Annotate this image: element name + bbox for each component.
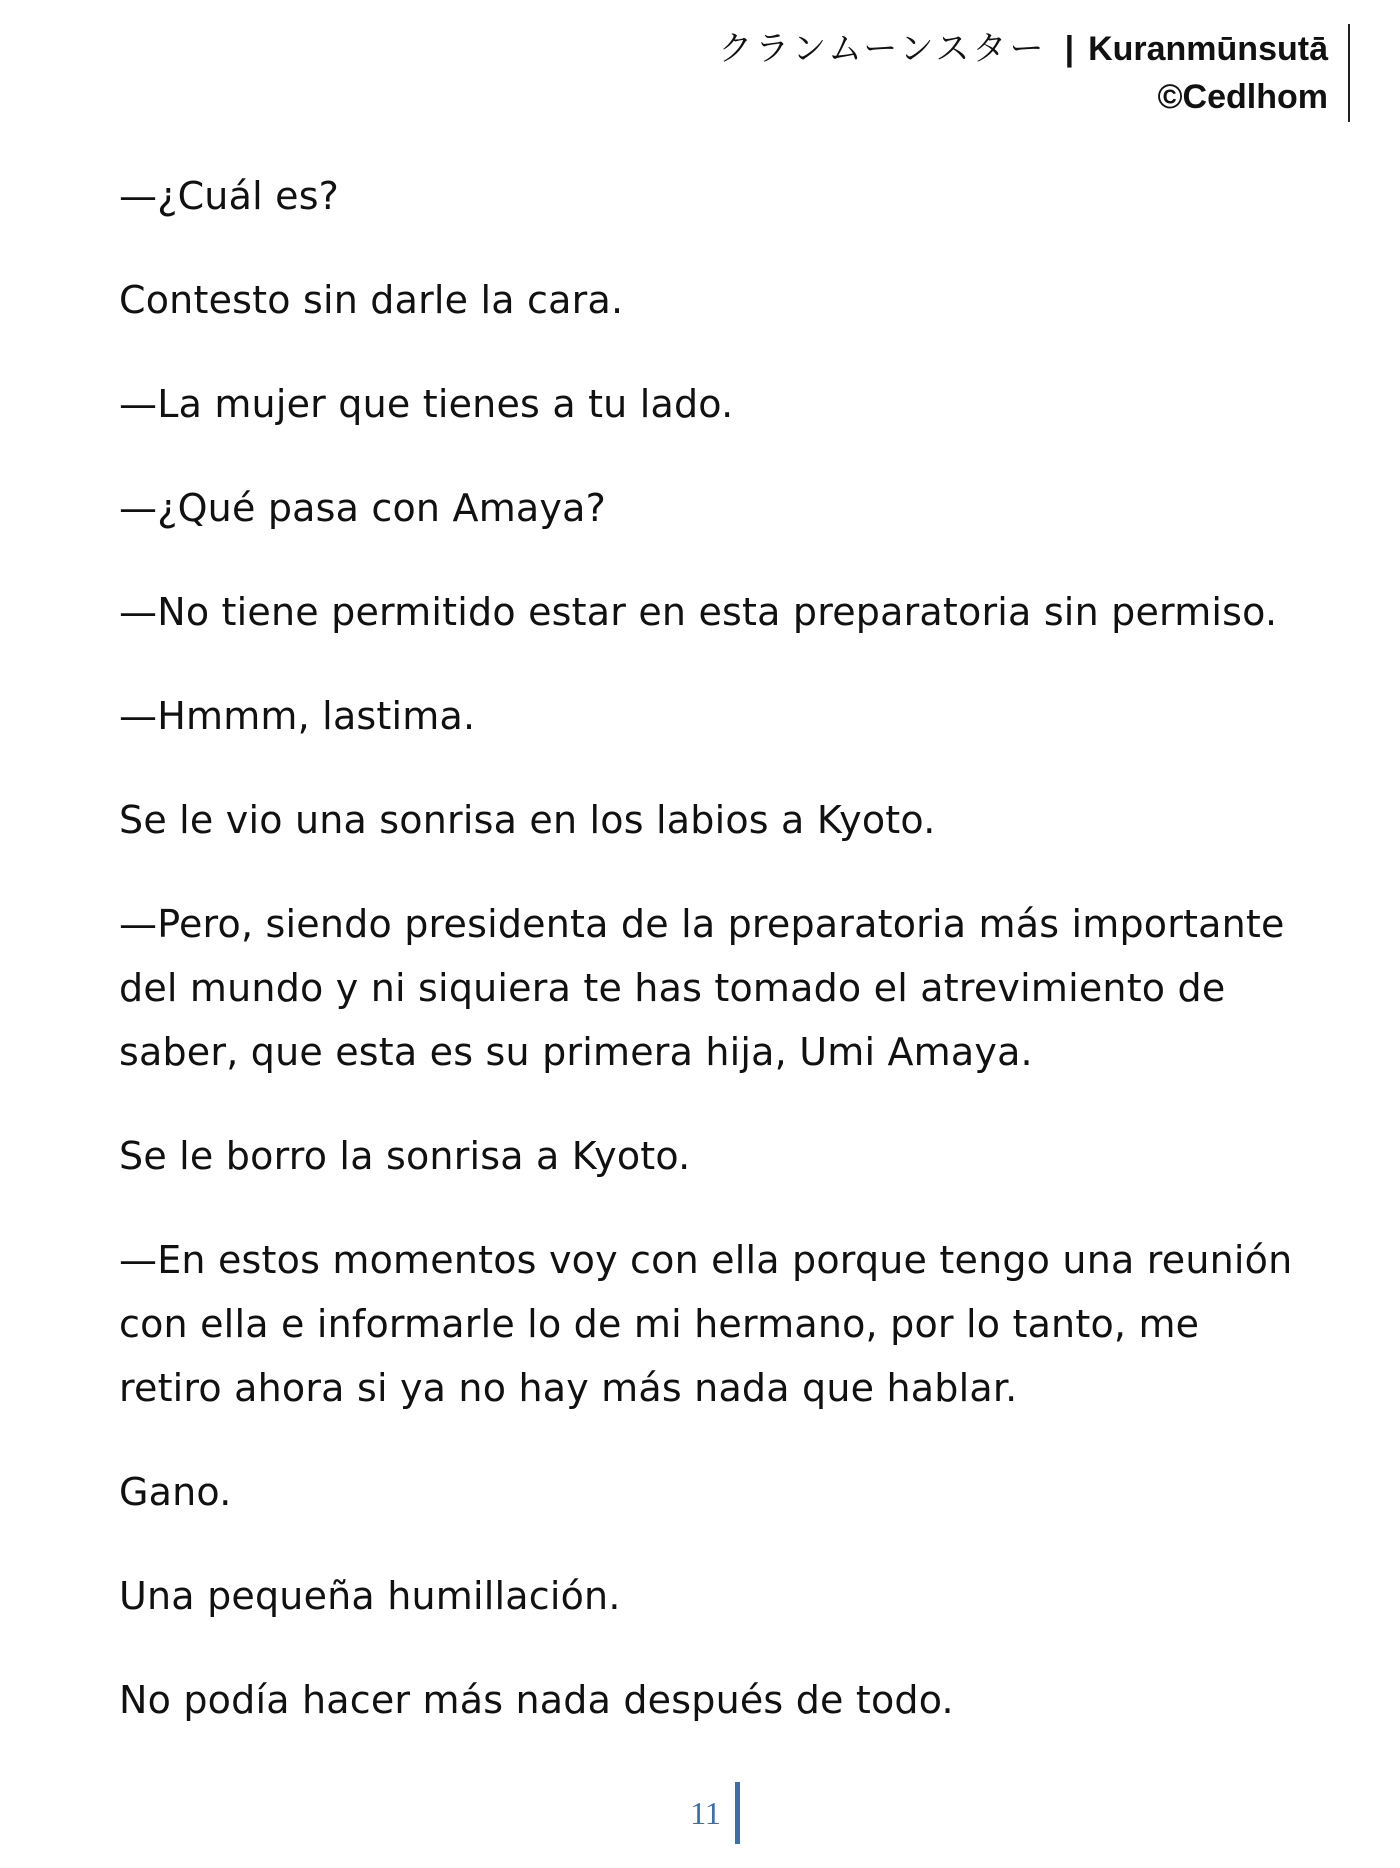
document-body	[119, 164, 1309, 1772]
paragraph: —Pero, siendo presidenta de la preparatoria más importante del mundo y ni siquiera te has tomado el atrevimiento de saber, que esta es su primera hija, Umi Amaya.	[119, 902, 1285, 1074]
header-japanese-title: クランムーンスター	[718, 29, 1047, 69]
paragraph: No podía hacer más nada después de todo.	[119, 1678, 954, 1722]
header-romaji-title: Kuranmūnsutā	[1088, 30, 1328, 68]
header-separator: |	[1064, 30, 1075, 68]
paragraph: Gano.	[119, 1470, 232, 1514]
paragraph: Una pequeña humillación.	[119, 1574, 621, 1618]
paragraph: —Hmmm, lastima.	[119, 694, 476, 738]
paragraph: Se le vio una sonrisa en los labios a Kyoto.	[119, 798, 936, 842]
page-number: 11	[690, 1782, 740, 1844]
paragraph: —La mujer que tienes a tu lado.	[119, 382, 734, 426]
paragraph: —¿Qué pasa con Amaya?	[119, 486, 606, 530]
header-title-line	[650, 24, 1328, 74]
paragraph: Contesto sin darle la cara.	[119, 278, 624, 322]
page-footer	[0, 1782, 1400, 1844]
paragraph: —En estos momentos voy con ella porque tengo una reunión con ella e informarle lo de mi hermano, por lo tanto, me retiro ahora si ya no hay más nada que hablar.	[119, 1238, 1293, 1410]
paragraph: —¿Cuál es?	[119, 174, 340, 218]
page-header	[650, 24, 1350, 122]
paragraph: —No tiene permitido estar en esta preparatoria sin permiso.	[119, 590, 1278, 634]
header-copyright: ©Cedlhom	[1157, 78, 1328, 116]
paragraph: Se le borro la sonrisa a Kyoto.	[119, 1134, 691, 1178]
